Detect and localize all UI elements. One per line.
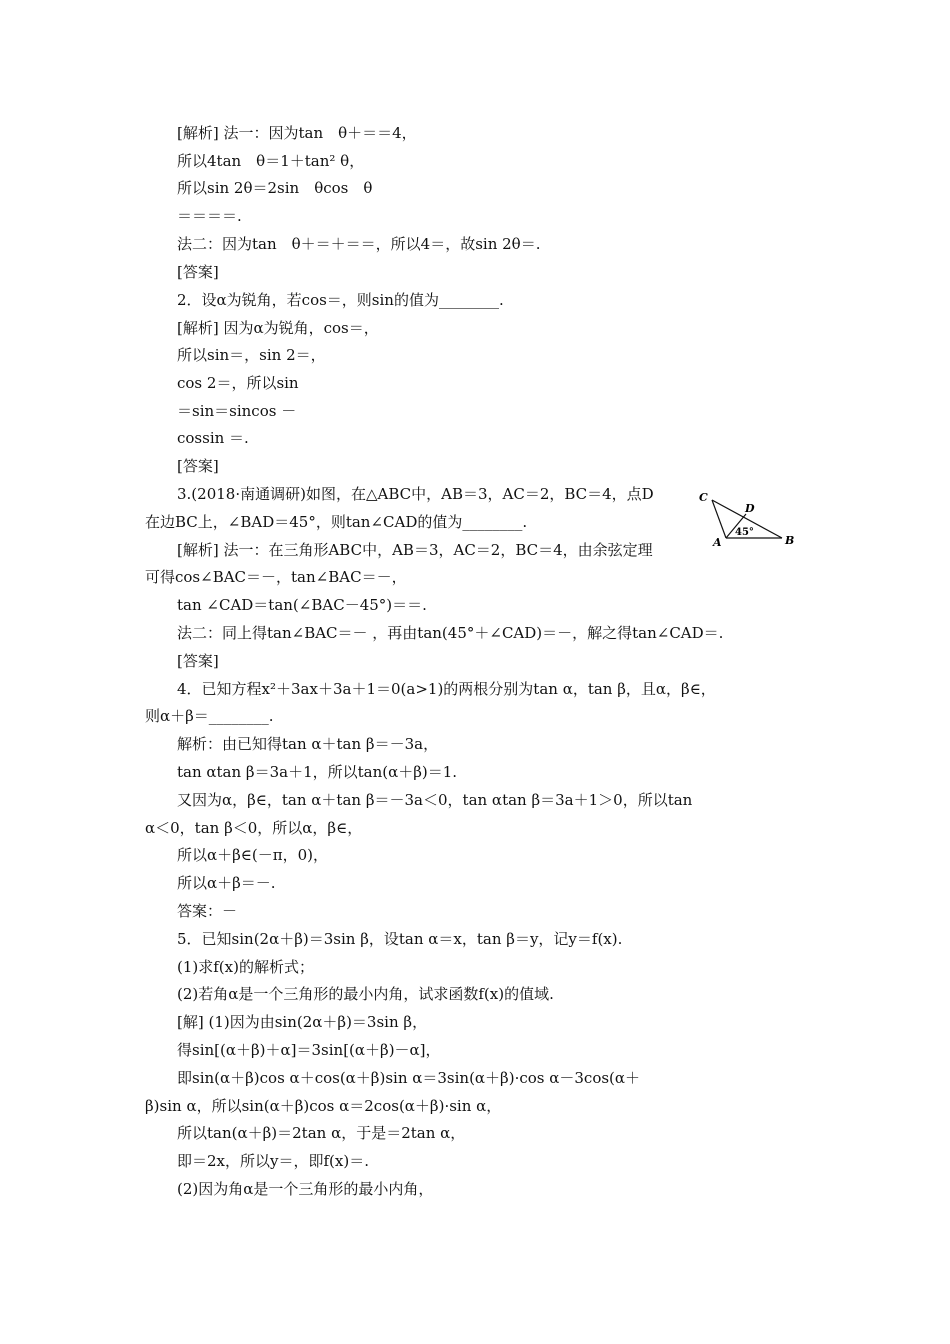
text-line: [解] (1)因为由sin(2α＋β)＝3sin β， [177, 1013, 428, 1031]
text-line: 所以sin 2θ＝2sin θcos θ [177, 179, 373, 197]
text-line: ＝sin＝sincos － [177, 402, 297, 420]
angle-label: 45° [735, 527, 754, 538]
text-line: 即＝2x，所以y＝，即f(x)＝. [177, 1152, 369, 1170]
text-line: [解析] 法一：在三角形ABC中，AB＝3，AC＝2，BC＝4，由余弦定理 [177, 541, 653, 559]
text-line: cossin ＝. [177, 429, 249, 447]
answer-label: 答案：－ [177, 902, 238, 920]
label-d: D [745, 502, 755, 515]
text-line: 法二：同上得tan∠BAC＝－ ，再由tan(45°＋∠CAD)＝－，解之得tan∠CAD＝. [177, 624, 724, 642]
text-line: 所以tan(α＋β)＝2tan α，于是＝2tan α， [177, 1124, 466, 1142]
label-c: C [699, 491, 708, 504]
text-line: (1)求f(x)的解析式； [177, 958, 314, 976]
text-line: tan ∠CAD＝tan(∠BAC－45°)＝＝. [177, 596, 427, 614]
text-line: α＜0，tan β＜0，所以α，β∈， [145, 819, 363, 837]
triangle-figure [696, 488, 800, 552]
text-line: (2)若角α是一个三角形的最小内角，试求函数f(x)的值域. [177, 985, 554, 1003]
question-5: 5．已知sin(2α＋β)＝3sin β，设tan α＝x，tan β＝y，记y＝f(x). [177, 930, 623, 948]
text-line: 所以4tan θ＝1＋tan² θ， [177, 152, 365, 170]
text-line: 在边BC上，∠BAD＝45°，则tan∠CAD的值为________. [145, 513, 528, 531]
answer-label: [答案] [177, 652, 219, 670]
edge-ca [712, 500, 726, 538]
text-line: 又因为α，β∈，tan α＋tan β＝－3a＜0，tan αtan β＝3a＋1＞0，所以tan [177, 791, 693, 809]
question-3: 3.(2018·南通调研)如图，在△ABC中，AB＝3，AC＝2，BC＝4，点D [177, 485, 654, 503]
text-line: 得sin[(α＋β)＋α]＝3sin[(α＋β)－α]， [177, 1041, 441, 1059]
text-line: 所以sin＝，sin 2＝， [177, 346, 326, 364]
text-line: 所以α＋β∈(－π，0)， [177, 846, 329, 864]
text-line: cos 2＝，所以sin [177, 374, 299, 392]
text-line: 所以α＋β＝－. [177, 874, 276, 892]
text-line: β)sin α，所以sin(α＋β)cos α＝2cos(α＋β)·sin α， [145, 1097, 502, 1115]
text-line: 可得cos∠BAC＝－，tan∠BAC＝－， [145, 568, 407, 586]
text-line: (2)因为角α是一个三角形的最小内角， [177, 1180, 434, 1198]
text-line: 法二：因为tan θ＋＝＋＝＝，所以4＝，故sin 2θ＝. [177, 235, 541, 253]
text-line: tan αtan β＝3a＋1，所以tan(α＋β)＝1. [177, 763, 458, 781]
label-a: A [713, 536, 722, 549]
text-line: ＝＝＝＝. [177, 207, 242, 225]
text-line: 解析：由已知得tan α＋tan β＝－3a， [177, 735, 439, 753]
text-line: [解析] 因为α为锐角，cos＝， [177, 319, 379, 337]
text-line: 即sin(α＋β)cos α＋cos(α＋β)sin α＝3sin(α＋β)·cos α－3cos(α＋ [177, 1069, 641, 1087]
answer-label: [答案] [177, 457, 219, 475]
text-line: [解析] 法一：因为tan θ＋＝＝4， [177, 124, 417, 142]
question-2: 2．设α为锐角，若cos＝，则sin的值为________. [177, 291, 504, 309]
question-4: 4．已知方程x²＋3ax＋3a＋1＝0(a>1)的两根分别为tan α，tan β，且α，β∈， [177, 680, 716, 698]
label-b: B [785, 534, 795, 547]
answer-label: [答案] [177, 263, 219, 281]
text-line: 则α＋β＝________. [145, 707, 274, 725]
